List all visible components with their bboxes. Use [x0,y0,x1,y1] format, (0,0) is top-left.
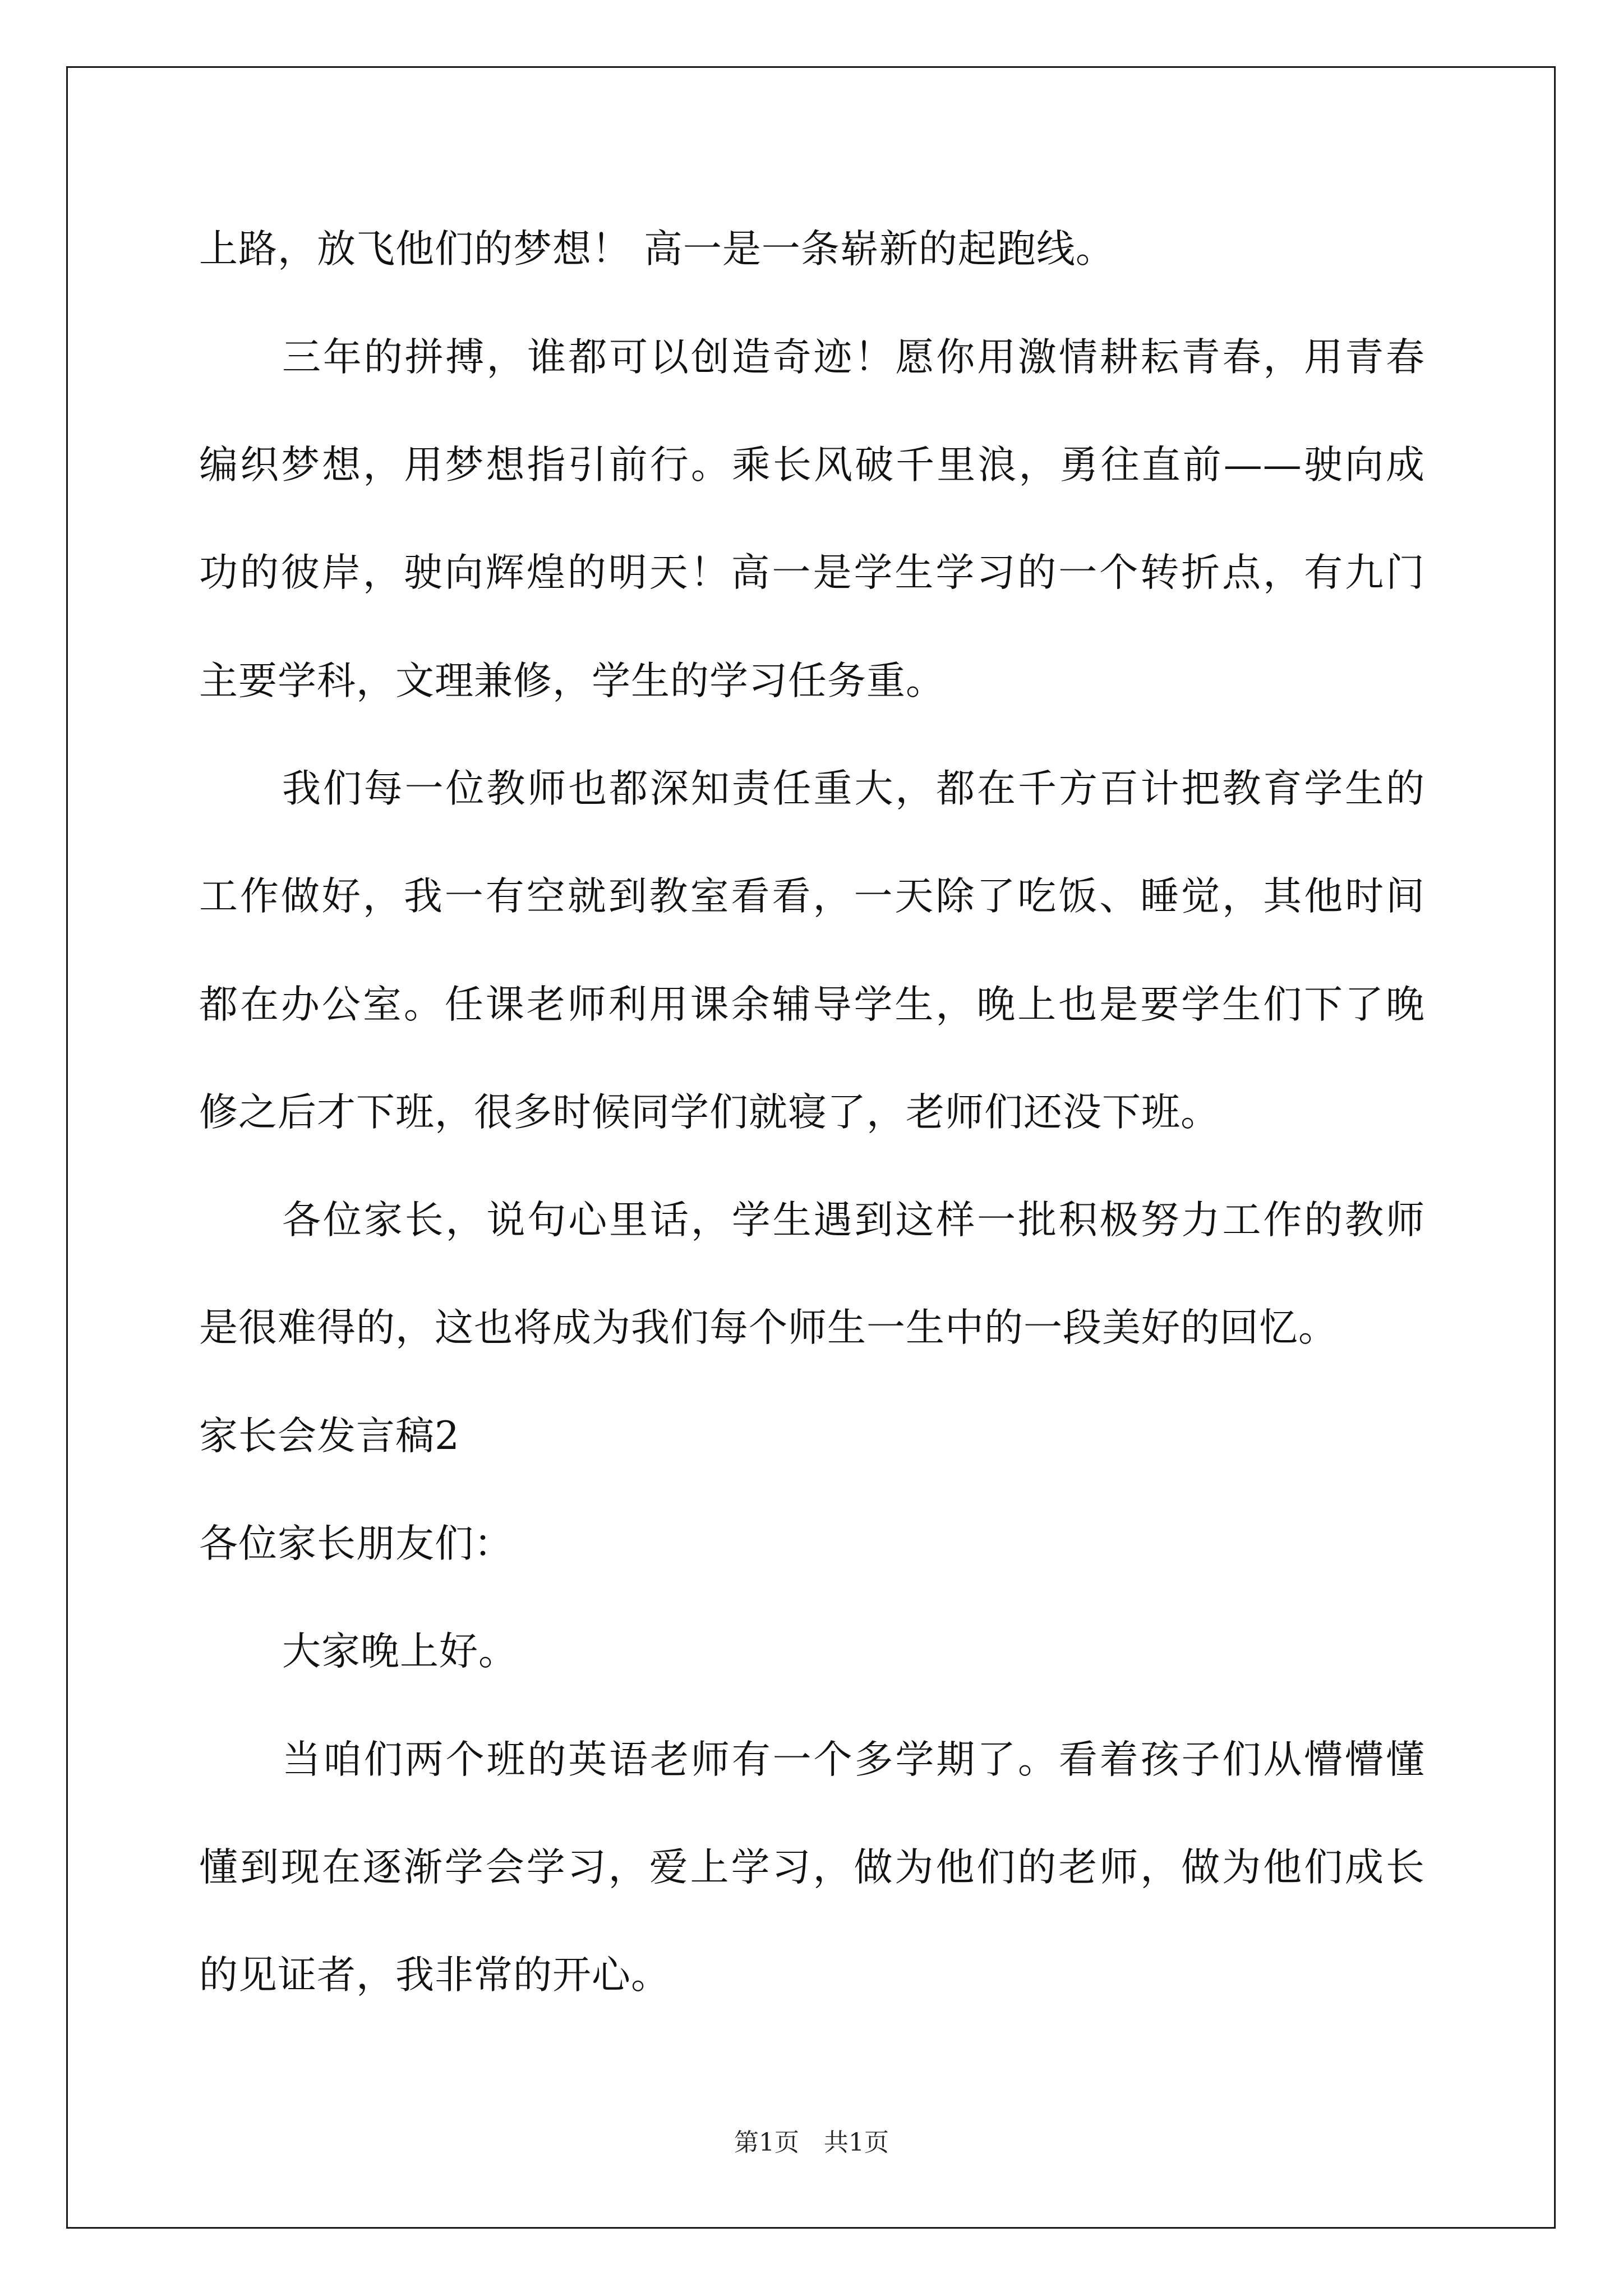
text-line: 当咱们两个班的英语老师有一个多学期了。看着孩子们从懵懵懂 [282,1737,1425,1782]
salutation: 各位家长朋友们： [199,1521,513,1566]
text-line: 主要学科，文理兼修，学生的学习任务重。 [199,659,945,703]
page-total: 共1页 [824,2128,889,2157]
page-border [66,66,1556,2229]
text-line: 工作做好，我一有空就到教室看看，一天除了吃饭、睡觉，其他时间 [199,874,1425,919]
text-line: 我们每一位教师也都深知责任重大，都在千方百计把教育学生的 [282,766,1425,811]
text-line: 上路，放飞他们的梦想！ 高一是一条崭新的起跑线。 [199,227,1115,272]
text-line: 功的彼岸，驶向辉煌的明天！高一是学生学习的一个转折点，有九门 [199,550,1425,595]
text-line: 是很难得的，这也将成为我们每个师生一生中的一段美好的回忆。 [199,1305,1338,1350]
page-number: 第1页 [734,2128,799,2157]
text-line: 各位家长，说句心里话，学生遇到这样一批积极努力工作的教师 [282,1198,1425,1243]
greeting: 大家晚上好。 [282,1629,518,1674]
text-line: 修之后才下班，很多时候同学们就寝了，老师们还没下班。 [199,1090,1220,1135]
text-line: 懂到现在逐渐学会学习，爱上学习，做为他们的老师，做为他们成长 [199,1845,1425,1890]
text-line: 编织梦想，用梦想指引前行。乘长风破千里浪，勇往直前——驶向成 [199,443,1425,487]
page-footer [0,2129,1623,2157]
section-heading: 家长会发言稿2 [199,1414,460,1458]
text-line: 三年的拼搏，谁都可以创造奇迹！愿你用激情耕耘青春，用青春 [282,335,1425,380]
text-line: 都在办公室。任课老师利用课余辅导学生，晚上也是要学生们下了晚 [199,982,1425,1027]
text-line: 的见证者，我非常的开心。 [199,1953,670,1998]
